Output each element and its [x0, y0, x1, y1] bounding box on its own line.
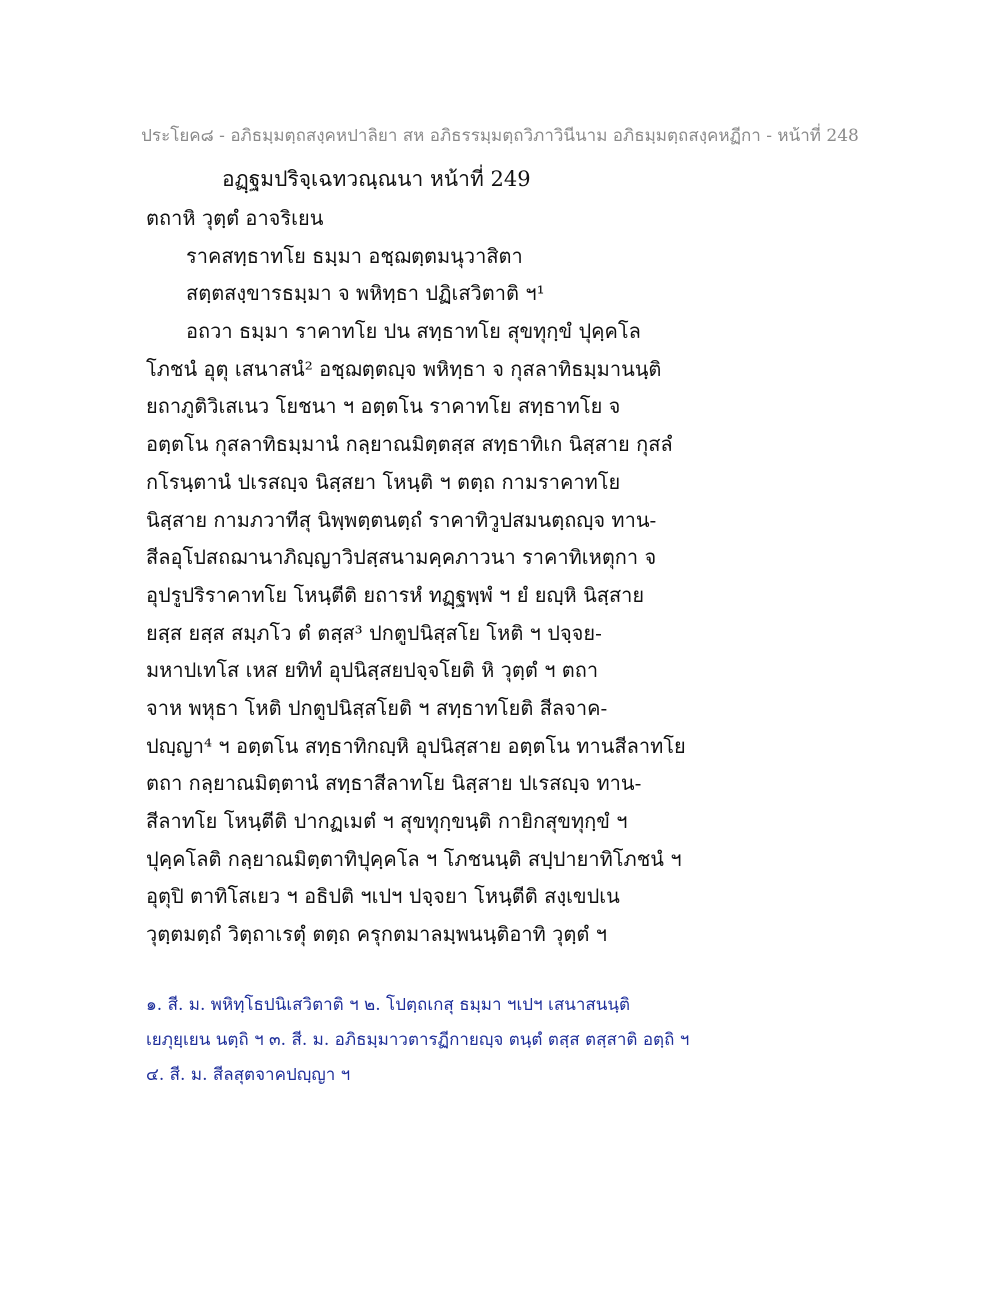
body-text	[146, 200, 846, 954]
text-line: ยสฺส ยสฺส สมฺภโว ตํ ตสฺส³ ปกตูปนิสฺสโย โหติ ฯ ปจฺจย-	[146, 620, 602, 645]
footnote-line: ๑. สี. ม. พหิทฺโธปนิเสวิตาติ ฯ ๒. โปตฺถเกสุ ธมฺมา ฯเปฯ เสนาสนนฺติ	[146, 995, 631, 1015]
text-line: โภชนํ อุตุ เสนาสนํ² อชฺฌตฺตญฺจ พหิทฺธา จ กุสลาทิธมฺมานนฺติ	[146, 356, 662, 381]
section-heading: อฏฺฐมปริจฺเฉทวณฺณนา หน้าที่ 249	[222, 167, 531, 191]
text-line: อตฺตโน กุสลาทิธมฺมานํ กลฺยาณมิตฺตสฺส สทฺธาทิเก นิสฺสาย กุสลํ	[146, 432, 673, 457]
text-line: มหาปเทโส เหส ยทิทํ อุปนิสฺสยปจฺจโยติ หิ วุตฺตํ ฯ ตถา	[146, 658, 599, 683]
footnotes	[146, 988, 846, 1093]
text-line: อุปรูปริราคาทโย โหนฺตีติ ยถารหํ ทฏฺฐพฺพํ ฯ ยํ ยญฺหิ นิสฺสาย	[146, 582, 645, 607]
text-line: นิสฺสาย กามภวาทีสุ นิพฺพตฺตนตฺถํ ราคาทิวูปสมนตฺถญฺจ ทาน-	[146, 507, 657, 532]
text-line: ตถา กลฺยาณมิตฺตานํ สทฺธาสีลาทโย นิสฺสาย ปเรสญฺจ ทาน-	[146, 771, 642, 796]
running-header: ประโยค๘ - อภิธมฺมตฺถสงฺคหปาลิยา สห อภิธรรมฺมตฺถวิภาวินีนาม อภิธมฺมตฺถสงฺคหฏีกา - หน้าที่ 248	[141, 126, 859, 146]
text-line: สีลอุโปสถฌานาภิญฺญาวิปสฺสนามคฺคภาวนา ราคาทิเหตุกา จ	[146, 545, 657, 570]
paragraph-first-line: อถวา ธมฺมา ราคาทโย ปน สทฺธาทโย สุขทุกฺขํ ปุคฺคโล	[186, 319, 641, 344]
footnote-line: เยภุยฺเยน นตฺถิ ฯ ๓. สี. ม. อภิธมฺมาวตารฏีกายญฺจ ตนฺตํ ตสฺส ตสฺสาติ อตฺถิ ฯ	[146, 1030, 690, 1050]
text-line: กโรนฺตานํ ปเรสญฺจ นิสฺสยา โหนฺติ ฯ ตตฺถ กามราคาทโย	[146, 469, 621, 494]
verse-line: ราคสทฺธาทโย ธมฺมา อชฺฌตฺตมนุวาสิตา	[186, 243, 523, 268]
text-line: ตถาหิ วุตฺตํ อาจริเยน	[146, 206, 324, 230]
text-line: วุตฺตมตฺถํ วิตฺถาเรตุํ ตตฺถ ครุกตมาลมฺพนนฺติอาทิ วุตฺตํ ฯ	[146, 922, 607, 947]
text-line: ปุคฺคโลติ กลฺยาณมิตฺตาทิปุคฺคโล ฯ โภชนนฺติ สปฺปายาทิโภชนํ ฯ	[146, 846, 682, 871]
text-line: สีลาทโย โหนฺตีติ ปากฏเมตํ ฯ สุขทุกฺขนฺติ กายิกสุขทุกฺขํ ฯ	[146, 809, 628, 833]
verse-line: สตฺตสงฺขารธมฺมา จ พหิทฺธา ปฏิเสวิตาติ ฯ¹	[186, 281, 545, 306]
footnote-line: ๔. สี. ม. สีลสุตจาคปญฺญา ฯ	[146, 1065, 351, 1085]
text-line: อุตุปิ ตาทิโสเยว ฯ อธิปติ ฯเปฯ ปจฺจยา โหนฺตีติ สงฺเขปเน	[146, 884, 620, 909]
text-line: จาห พหุธา โหติ ปกตูปนิสฺสโยติ ฯ สทฺธาทโยติ สีลจาค-	[146, 695, 608, 720]
text-line: ปญฺญา⁴ ฯ อตฺตโน สทฺธาทิกญฺหิ อุปนิสฺสาย อตฺตโน ทานสีลาทโย	[146, 733, 686, 758]
text-line: ยถาภูติวิเสเนว โยชนา ฯ อตฺตโน ราคาทโย สทฺธาทโย จ	[146, 394, 621, 419]
